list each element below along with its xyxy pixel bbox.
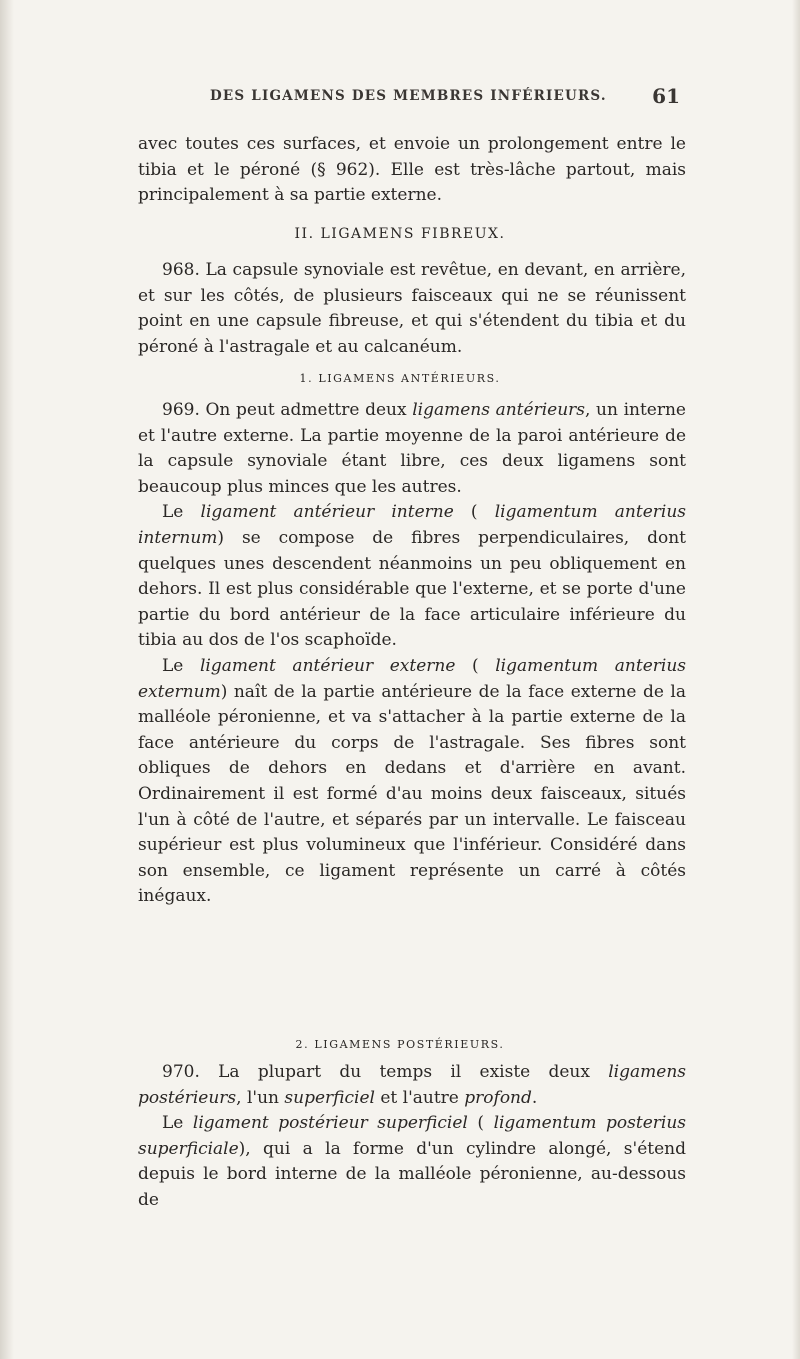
section-heading: II. LIGAMENS FIBREUX. xyxy=(294,226,506,242)
intro-text: avec toutes ces surfaces, et envoie un prolongement entre le tibia et le péroné (§ 962). Elle est très-lâche partout, mais principalement à sa partie externe. xyxy=(138,134,686,206)
page-number: 61 xyxy=(652,84,680,108)
subsection-heading-anterior: 1. LIGAMENS ANTÉRIEURS. xyxy=(299,372,501,385)
paragraph-anterior-internal: Le ligament antérieur interne ( ligamentum anterius internum) se compose de fibres perpendiculaires, dont quelques unes descendent néanmoins un peu obliquement en dehors. Il est plus considérable que l'externe, et se porte d'une partie du bord antérieur de la face articulaire inférieure du tibia au dos de l'os scaphoïde. xyxy=(138,502,686,651)
subsection-heading-posterior: 2. LIGAMENS POSTÉRIEURS. xyxy=(295,1038,505,1051)
paragraph-968 xyxy=(138,258,686,360)
page-header xyxy=(0,84,800,118)
page-edge xyxy=(792,0,800,1359)
anterior-ligaments-block xyxy=(138,398,686,910)
paragraph-970: 970. La plupart du temps il existe deux ligamens postérieurs, l'un superficiel et l'autre profond. xyxy=(138,1062,686,1108)
binding-shadow xyxy=(0,0,14,1359)
posterior-ligaments-block xyxy=(138,1060,686,1214)
paragraph-anterior-external: Le ligament antérieur externe ( ligamentum anterius externum) naît de la partie antérieure de la face externe de la malléole péronienne, et va s'attacher à la partie externe de la face antérieure du corps de l'astragale. Ses fibres sont obliques de dehors en dedans et d'arrière en avant. Ordinairement il est formé d'au moins deux faisceaux, situés l'un à côté de l'autre, et séparés par un intervalle. Le faisceau supérieur est plus volumineux que l'inférieur. Considéré dans son ensemble, ce ligament représente un carré à côtés inégaux. xyxy=(138,655,686,907)
paragraph-posterior-superficial: Le ligament postérieur superficiel ( ligamentum posterius superficiale), qui a la forme d'un cylindre alongé, s'étend depuis le bord interne de la malléole péronienne, au-dessous de xyxy=(138,1113,686,1210)
running-head: DES LIGAMENS DES MEMBRES INFÉRIEURS. xyxy=(210,88,607,104)
paragraph-969: 969. On peut admettre deux ligamens antérieurs, un interne et l'autre externe. La partie moyenne de la paroi antérieure de la capsule synoviale étant libre, ces deux ligamens sont beaucoup plus minces que les autres. xyxy=(138,400,686,497)
paragraph-968-text: 968. La capsule synoviale est revêtue, en devant, en arrière, et sur les côtés, de plusieurs faisceaux qui ne se réunissent point en une capsule fibreuse, et qui s'étendent du tibia et du péroné à l'astragale et au calcanéum. xyxy=(138,260,686,357)
intro-paragraph xyxy=(138,132,686,209)
